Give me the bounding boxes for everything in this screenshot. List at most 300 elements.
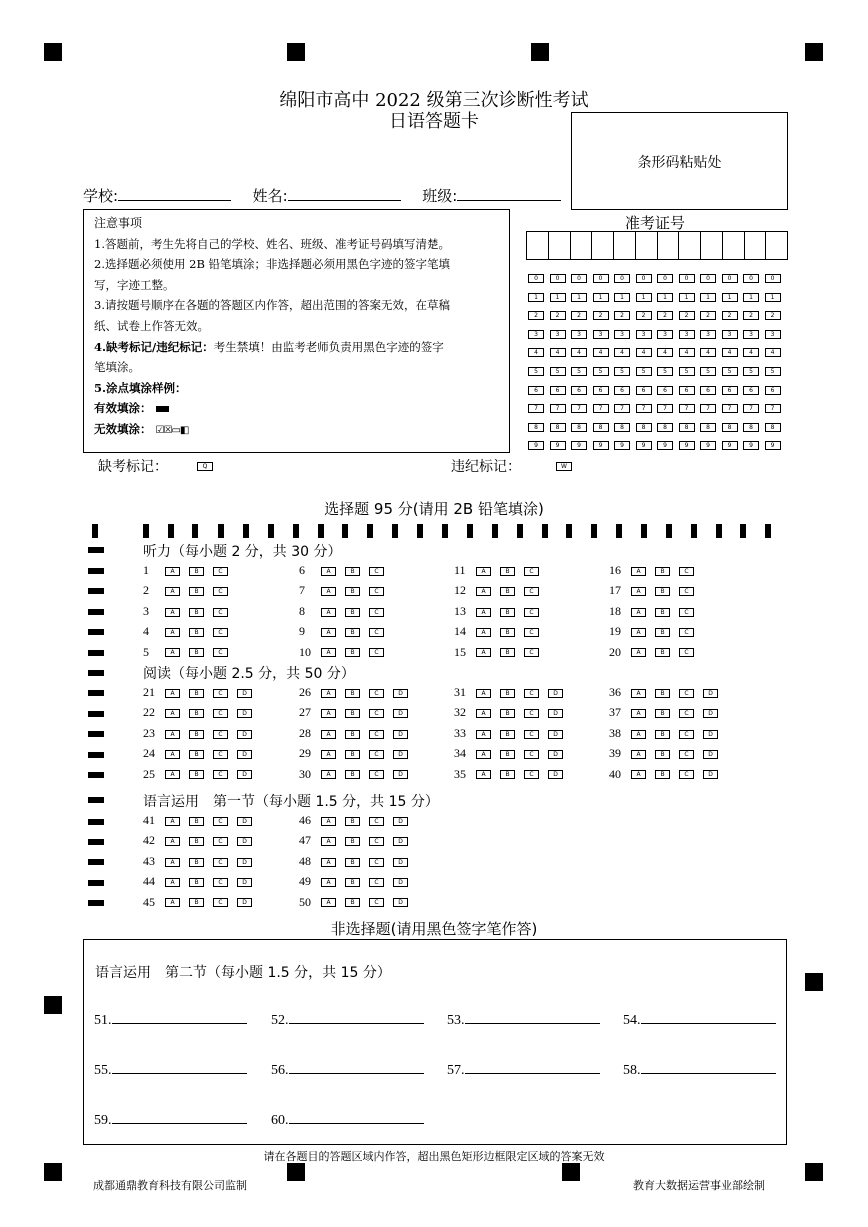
answer-bubble[interactable]: C (679, 648, 694, 657)
exam-number-bubble[interactable]: 8 (700, 423, 716, 432)
answer-bubble[interactable]: B (500, 750, 515, 759)
exam-number-bubble[interactable]: 8 (571, 423, 587, 432)
exam-number-bubble[interactable]: 2 (528, 311, 544, 320)
answer-bubble[interactable]: C (369, 858, 384, 867)
exam-number-bubble[interactable]: 6 (679, 386, 695, 395)
exam-number-bubble[interactable]: 2 (550, 311, 566, 320)
answer-bubble[interactable]: D (548, 730, 563, 739)
exam-number-bubble[interactable]: 8 (614, 423, 630, 432)
exam-number-digit-box[interactable] (766, 232, 787, 259)
answer-bubble[interactable]: C (369, 898, 384, 907)
answer-blank[interactable] (641, 1023, 776, 1024)
answer-bubble[interactable]: C (369, 608, 384, 617)
exam-number-bubble[interactable]: 5 (593, 367, 609, 376)
exam-number-bubble[interactable]: 1 (571, 293, 587, 302)
answer-bubble[interactable]: C (679, 608, 694, 617)
answer-bubble[interactable]: C (213, 608, 228, 617)
answer-bubble[interactable]: C (524, 587, 539, 596)
exam-number-bubble[interactable]: 9 (700, 441, 716, 450)
answer-bubble[interactable]: D (237, 709, 252, 718)
answer-bubble[interactable]: A (631, 587, 646, 596)
answer-bubble[interactable]: A (631, 567, 646, 576)
answer-bubble[interactable]: A (631, 709, 646, 718)
answer-bubble[interactable]: B (345, 770, 360, 779)
answer-bubble[interactable]: C (679, 689, 694, 698)
answer-bubble[interactable]: D (237, 837, 252, 846)
answer-bubble[interactable]: B (500, 730, 515, 739)
answer-bubble[interactable]: C (679, 587, 694, 596)
exam-number-bubble[interactable]: 1 (679, 293, 695, 302)
answer-bubble[interactable]: B (500, 628, 515, 637)
answer-bubble[interactable]: B (655, 587, 670, 596)
answer-bubble[interactable]: C (679, 567, 694, 576)
exam-number-bubble[interactable]: 4 (571, 348, 587, 357)
answer-bubble[interactable]: C (369, 817, 384, 826)
answer-bubble[interactable]: C (369, 837, 384, 846)
answer-bubble[interactable]: D (237, 878, 252, 887)
answer-bubble[interactable]: C (213, 837, 228, 846)
answer-bubble[interactable]: B (189, 750, 204, 759)
answer-bubble[interactable]: B (655, 750, 670, 759)
answer-bubble[interactable]: A (321, 858, 336, 867)
exam-number-bubble[interactable]: 4 (765, 348, 781, 357)
answer-blank[interactable] (289, 1023, 424, 1024)
answer-bubble[interactable]: A (165, 750, 180, 759)
exam-number-bubble[interactable]: 0 (722, 274, 738, 283)
exam-number-bubble[interactable]: 3 (657, 330, 673, 339)
answer-bubble[interactable]: C (524, 648, 539, 657)
exam-number-bubble[interactable]: 4 (743, 348, 759, 357)
exam-number-bubble[interactable]: 2 (657, 311, 673, 320)
answer-bubble[interactable]: A (631, 628, 646, 637)
answer-bubble[interactable]: C (369, 648, 384, 657)
answer-bubble[interactable]: B (189, 858, 204, 867)
exam-number-bubble[interactable]: 5 (679, 367, 695, 376)
answer-bubble[interactable]: B (345, 628, 360, 637)
exam-number-bubble[interactable]: 7 (765, 404, 781, 413)
exam-number-digit-box[interactable] (549, 232, 571, 259)
answer-bubble[interactable]: D (548, 689, 563, 698)
exam-number-bubble[interactable]: 7 (550, 404, 566, 413)
exam-number-bubble[interactable]: 1 (528, 293, 544, 302)
answer-bubble[interactable]: A (476, 709, 491, 718)
answer-bubble[interactable]: B (189, 817, 204, 826)
answer-bubble[interactable]: A (631, 689, 646, 698)
exam-number-bubble[interactable]: 7 (700, 404, 716, 413)
answer-blank[interactable] (112, 1023, 247, 1024)
exam-number-bubble[interactable]: 3 (765, 330, 781, 339)
exam-number-bubble[interactable]: 2 (593, 311, 609, 320)
exam-number-bubble[interactable]: 0 (528, 274, 544, 283)
answer-bubble[interactable]: A (165, 898, 180, 907)
exam-number-bubble[interactable]: 5 (722, 367, 738, 376)
answer-bubble[interactable]: D (393, 898, 408, 907)
answer-bubble[interactable]: B (345, 898, 360, 907)
answer-bubble[interactable]: D (393, 878, 408, 887)
answer-bubble[interactable]: B (189, 770, 204, 779)
answer-bubble[interactable]: A (165, 770, 180, 779)
exam-number-digit-box[interactable] (636, 232, 658, 259)
exam-number-bubble[interactable]: 3 (593, 330, 609, 339)
answer-bubble[interactable]: A (476, 608, 491, 617)
answer-bubble[interactable]: C (213, 730, 228, 739)
answer-bubble[interactable]: B (500, 608, 515, 617)
answer-bubble[interactable]: C (213, 628, 228, 637)
exam-number-bubble[interactable]: 1 (550, 293, 566, 302)
answer-bubble[interactable]: A (321, 878, 336, 887)
answer-bubble[interactable]: A (476, 689, 491, 698)
answer-bubble[interactable]: A (165, 817, 180, 826)
exam-number-digit-box[interactable] (701, 232, 723, 259)
answer-bubble[interactable]: D (703, 709, 718, 718)
answer-bubble[interactable]: C (679, 628, 694, 637)
exam-number-bubble[interactable]: 2 (614, 311, 630, 320)
answer-bubble[interactable]: A (631, 648, 646, 657)
exam-number-bubble[interactable]: 8 (657, 423, 673, 432)
answer-bubble[interactable]: C (213, 878, 228, 887)
answer-bubble[interactable]: C (369, 567, 384, 576)
exam-number-bubble[interactable]: 0 (679, 274, 695, 283)
answer-bubble[interactable]: B (655, 689, 670, 698)
answer-bubble[interactable]: D (393, 750, 408, 759)
answer-bubble[interactable]: A (476, 770, 491, 779)
exam-number-bubble[interactable]: 4 (614, 348, 630, 357)
exam-number-bubble[interactable]: 5 (700, 367, 716, 376)
answer-bubble[interactable]: C (213, 817, 228, 826)
exam-number-bubble[interactable]: 3 (722, 330, 738, 339)
exam-number-bubble[interactable]: 5 (743, 367, 759, 376)
answer-bubble[interactable]: D (393, 837, 408, 846)
exam-number-bubble[interactable]: 6 (571, 386, 587, 395)
exam-number-bubble[interactable]: 4 (657, 348, 673, 357)
answer-bubble[interactable]: A (321, 730, 336, 739)
answer-bubble[interactable]: A (165, 567, 180, 576)
answer-bubble[interactable]: C (679, 730, 694, 739)
answer-bubble[interactable]: A (321, 648, 336, 657)
exam-number-bubble[interactable]: 2 (636, 311, 652, 320)
answer-bubble[interactable]: A (321, 817, 336, 826)
exam-number-bubble[interactable]: 9 (743, 441, 759, 450)
answer-bubble[interactable]: C (369, 689, 384, 698)
answer-bubble[interactable]: C (213, 587, 228, 596)
answer-bubble[interactable]: B (189, 730, 204, 739)
exam-number-bubble[interactable]: 1 (614, 293, 630, 302)
answer-bubble[interactable]: A (321, 587, 336, 596)
answer-bubble[interactable]: D (393, 730, 408, 739)
exam-number-bubble[interactable]: 7 (636, 404, 652, 413)
answer-bubble[interactable]: B (345, 648, 360, 657)
exam-number-bubble[interactable]: 7 (743, 404, 759, 413)
exam-number-bubble[interactable]: 8 (722, 423, 738, 432)
answer-bubble[interactable]: A (476, 628, 491, 637)
answer-bubble[interactable]: A (165, 837, 180, 846)
answer-bubble[interactable]: C (369, 878, 384, 887)
exam-number-bubble[interactable]: 7 (722, 404, 738, 413)
exam-number-bubble[interactable]: 5 (614, 367, 630, 376)
exam-number-digit-box[interactable] (658, 232, 680, 259)
answer-bubble[interactable]: A (321, 770, 336, 779)
exam-number-bubble[interactable]: 4 (636, 348, 652, 357)
exam-number-bubble[interactable]: 8 (743, 423, 759, 432)
answer-bubble[interactable]: A (476, 648, 491, 657)
exam-number-bubble[interactable]: 5 (550, 367, 566, 376)
answer-bubble[interactable]: D (237, 770, 252, 779)
answer-bubble[interactable]: B (500, 770, 515, 779)
exam-number-bubble[interactable]: 1 (765, 293, 781, 302)
answer-bubble[interactable]: D (548, 709, 563, 718)
answer-bubble[interactable]: A (631, 730, 646, 739)
answer-blank[interactable] (465, 1073, 600, 1074)
answer-bubble[interactable]: C (369, 587, 384, 596)
class-field[interactable] (457, 200, 561, 201)
answer-bubble[interactable]: B (655, 770, 670, 779)
answer-bubble[interactable]: D (393, 689, 408, 698)
answer-bubble[interactable]: A (165, 587, 180, 596)
exam-number-bubble[interactable]: 7 (657, 404, 673, 413)
answer-bubble[interactable]: C (524, 750, 539, 759)
answer-bubble[interactable]: C (524, 608, 539, 617)
answer-bubble[interactable]: C (524, 567, 539, 576)
answer-bubble[interactable]: D (703, 770, 718, 779)
answer-bubble[interactable]: B (189, 837, 204, 846)
answer-bubble[interactable]: A (321, 689, 336, 698)
exam-number-bubble[interactable]: 5 (765, 367, 781, 376)
exam-number-bubble[interactable]: 7 (571, 404, 587, 413)
exam-number-bubble[interactable]: 8 (636, 423, 652, 432)
answer-bubble[interactable]: D (237, 689, 252, 698)
exam-number-bubble[interactable]: 1 (657, 293, 673, 302)
answer-bubble[interactable]: C (369, 770, 384, 779)
answer-bubble[interactable]: D (548, 770, 563, 779)
exam-number-bubble[interactable]: 4 (593, 348, 609, 357)
exam-number-bubble[interactable]: 0 (614, 274, 630, 283)
exam-number-bubble[interactable]: 9 (571, 441, 587, 450)
answer-bubble[interactable]: B (655, 730, 670, 739)
exam-number-bubble[interactable]: 5 (636, 367, 652, 376)
exam-number-bubble[interactable]: 5 (571, 367, 587, 376)
exam-number-bubble[interactable]: 9 (657, 441, 673, 450)
answer-bubble[interactable]: D (393, 770, 408, 779)
answer-bubble[interactable]: C (524, 689, 539, 698)
exam-number-bubble[interactable]: 6 (636, 386, 652, 395)
answer-bubble[interactable]: D (237, 750, 252, 759)
exam-number-bubble[interactable]: 8 (528, 423, 544, 432)
exam-number-bubble[interactable]: 7 (528, 404, 544, 413)
exam-number-bubble[interactable]: 3 (679, 330, 695, 339)
exam-number-bubble[interactable]: 2 (679, 311, 695, 320)
answer-bubble[interactable]: C (679, 709, 694, 718)
exam-number-bubble[interactable]: 8 (550, 423, 566, 432)
exam-number-bubble[interactable]: 4 (700, 348, 716, 357)
exam-number-bubble[interactable]: 5 (528, 367, 544, 376)
answer-bubble[interactable]: B (500, 709, 515, 718)
exam-number-digit-box[interactable] (592, 232, 614, 259)
answer-blank[interactable] (289, 1123, 424, 1124)
exam-number-digit-box[interactable] (571, 232, 593, 259)
answer-bubble[interactable]: B (345, 730, 360, 739)
answer-bubble[interactable]: B (345, 608, 360, 617)
exam-number-bubble[interactable]: 6 (657, 386, 673, 395)
exam-number-bubble[interactable]: 6 (550, 386, 566, 395)
answer-bubble[interactable]: C (213, 858, 228, 867)
exam-number-bubble[interactable]: 6 (528, 386, 544, 395)
exam-number-bubble[interactable]: 3 (614, 330, 630, 339)
answer-bubble[interactable]: A (321, 567, 336, 576)
exam-number-bubble[interactable]: 2 (743, 311, 759, 320)
answer-bubble[interactable]: C (213, 648, 228, 657)
exam-number-bubble[interactable]: 3 (550, 330, 566, 339)
answer-bubble[interactable]: D (237, 817, 252, 826)
answer-bubble[interactable]: B (189, 608, 204, 617)
answer-bubble[interactable]: B (345, 837, 360, 846)
exam-number-bubble[interactable]: 2 (571, 311, 587, 320)
answer-bubble[interactable]: D (237, 730, 252, 739)
answer-blank[interactable] (289, 1073, 424, 1074)
answer-bubble[interactable]: B (345, 567, 360, 576)
exam-number-bubble[interactable]: 8 (679, 423, 695, 432)
answer-bubble[interactable]: C (213, 770, 228, 779)
answer-bubble[interactable]: A (165, 858, 180, 867)
answer-bubble[interactable]: C (213, 750, 228, 759)
exam-number-bubble[interactable]: 0 (765, 274, 781, 283)
answer-bubble[interactable]: D (237, 858, 252, 867)
exam-number-bubble[interactable]: 4 (550, 348, 566, 357)
answer-bubble[interactable]: C (213, 898, 228, 907)
answer-bubble[interactable]: C (524, 770, 539, 779)
exam-number-bubble[interactable]: 9 (593, 441, 609, 450)
exam-number-bubble[interactable]: 3 (571, 330, 587, 339)
answer-bubble[interactable]: A (476, 730, 491, 739)
answer-bubble[interactable]: C (369, 750, 384, 759)
exam-number-digit-box[interactable] (614, 232, 636, 259)
exam-number-bubble[interactable]: 9 (679, 441, 695, 450)
answer-bubble[interactable]: B (500, 587, 515, 596)
answer-bubble[interactable]: D (237, 898, 252, 907)
exam-number-bubble[interactable]: 2 (765, 311, 781, 320)
exam-number-bubble[interactable]: 2 (700, 311, 716, 320)
exam-number-bubble[interactable]: 0 (550, 274, 566, 283)
answer-bubble[interactable]: A (165, 608, 180, 617)
answer-bubble[interactable]: B (345, 587, 360, 596)
answer-bubble[interactable]: B (189, 689, 204, 698)
answer-blank[interactable] (112, 1073, 247, 1074)
exam-number-bubble[interactable]: 9 (550, 441, 566, 450)
exam-number-bubble[interactable]: 3 (743, 330, 759, 339)
answer-bubble[interactable]: C (369, 628, 384, 637)
answer-bubble[interactable]: C (369, 709, 384, 718)
answer-bubble[interactable]: B (500, 567, 515, 576)
answer-bubble[interactable]: A (165, 648, 180, 657)
exam-number-digit-box[interactable] (723, 232, 745, 259)
exam-number-bubble[interactable]: 4 (528, 348, 544, 357)
exam-number-bubble[interactable]: 9 (722, 441, 738, 450)
exam-number-bubble[interactable]: 6 (722, 386, 738, 395)
exam-number-bubble[interactable]: 6 (743, 386, 759, 395)
exam-number-bubble[interactable]: 1 (722, 293, 738, 302)
exam-number-digit-box[interactable] (745, 232, 767, 259)
answer-bubble[interactable]: A (165, 689, 180, 698)
exam-number-digit-box[interactable] (679, 232, 701, 259)
answer-bubble[interactable]: B (655, 709, 670, 718)
answer-bubble[interactable]: B (345, 750, 360, 759)
exam-number-bubble[interactable]: 2 (722, 311, 738, 320)
answer-bubble[interactable]: A (321, 750, 336, 759)
answer-bubble[interactable]: D (703, 730, 718, 739)
answer-bubble[interactable]: A (165, 878, 180, 887)
answer-bubble[interactable]: B (345, 858, 360, 867)
exam-number-bubble[interactable]: 3 (636, 330, 652, 339)
answer-bubble[interactable]: A (476, 750, 491, 759)
answer-bubble[interactable]: B (345, 709, 360, 718)
answer-bubble[interactable]: A (321, 709, 336, 718)
answer-bubble[interactable]: A (321, 608, 336, 617)
answer-bubble[interactable]: D (703, 689, 718, 698)
exam-number-bubble[interactable]: 5 (657, 367, 673, 376)
school-field[interactable] (118, 200, 231, 201)
exam-number-bubble[interactable]: 6 (765, 386, 781, 395)
answer-bubble[interactable]: B (655, 628, 670, 637)
answer-bubble[interactable]: B (189, 648, 204, 657)
answer-bubble[interactable]: B (655, 608, 670, 617)
exam-number-bubble[interactable]: 9 (636, 441, 652, 450)
exam-number-bubble[interactable]: 1 (743, 293, 759, 302)
answer-bubble[interactable]: A (165, 709, 180, 718)
violation-mark-box[interactable]: W (556, 462, 572, 471)
answer-bubble[interactable]: C (213, 709, 228, 718)
answer-bubble[interactable]: B (189, 878, 204, 887)
exam-number-digit-box[interactable] (527, 232, 549, 259)
exam-number-bubble[interactable]: 0 (593, 274, 609, 283)
answer-bubble[interactable]: D (703, 750, 718, 759)
answer-bubble[interactable]: B (500, 689, 515, 698)
exam-number-bubble[interactable]: 1 (593, 293, 609, 302)
exam-number-bubble[interactable]: 0 (657, 274, 673, 283)
exam-number-bubble[interactable]: 0 (571, 274, 587, 283)
answer-bubble[interactable]: C (213, 567, 228, 576)
answer-bubble[interactable]: B (189, 567, 204, 576)
absent-mark-box[interactable]: Q (197, 462, 213, 471)
answer-bubble[interactable]: D (548, 750, 563, 759)
answer-bubble[interactable]: C (524, 730, 539, 739)
answer-bubble[interactable]: A (321, 628, 336, 637)
answer-bubble[interactable]: A (165, 730, 180, 739)
answer-bubble[interactable]: C (679, 770, 694, 779)
exam-number-bubble[interactable]: 4 (679, 348, 695, 357)
exam-number-bubble[interactable]: 9 (765, 441, 781, 450)
answer-bubble[interactable]: A (631, 750, 646, 759)
answer-bubble[interactable]: B (189, 628, 204, 637)
exam-number-bubble[interactable]: 1 (636, 293, 652, 302)
answer-bubble[interactable]: B (655, 567, 670, 576)
name-field[interactable] (288, 200, 401, 201)
exam-number-bubble[interactable]: 6 (614, 386, 630, 395)
answer-bubble[interactable]: B (345, 689, 360, 698)
answer-bubble[interactable]: D (393, 858, 408, 867)
answer-blank[interactable] (465, 1023, 600, 1024)
answer-blank[interactable] (112, 1123, 247, 1124)
exam-number-bubble[interactable]: 0 (743, 274, 759, 283)
answer-bubble[interactable]: B (189, 898, 204, 907)
exam-number-bubble[interactable]: 3 (528, 330, 544, 339)
answer-bubble[interactable]: C (524, 709, 539, 718)
exam-number-bubble[interactable]: 9 (528, 441, 544, 450)
answer-bubble[interactable]: B (345, 817, 360, 826)
exam-number-bubble[interactable]: 6 (593, 386, 609, 395)
answer-bubble[interactable]: D (393, 817, 408, 826)
answer-bubble[interactable]: A (321, 837, 336, 846)
exam-number-bubble[interactable]: 0 (700, 274, 716, 283)
exam-number-bubble[interactable]: 7 (593, 404, 609, 413)
